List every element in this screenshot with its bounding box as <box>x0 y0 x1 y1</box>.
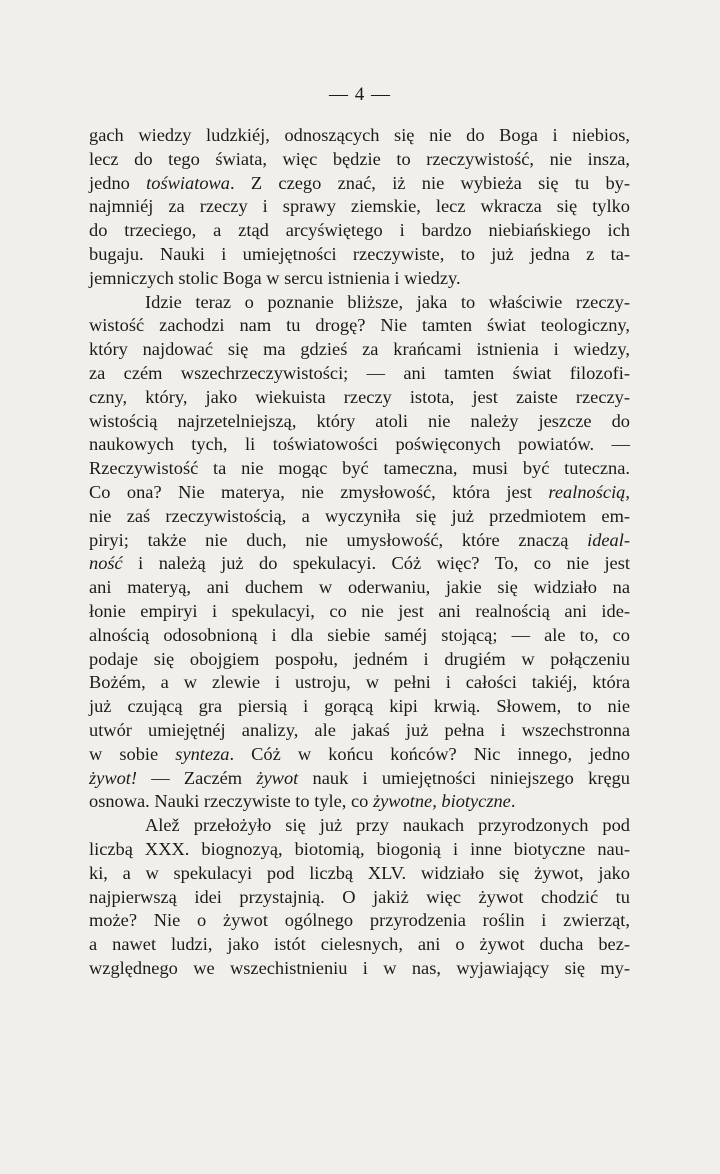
text-line <box>89 433 630 457</box>
text-segment: Idzie teraz o poznanie bliższe, jaka to właściwie rzeczy- <box>145 291 630 312</box>
text-segment: który najdować się ma gdzieś za krańcami istnienia i wiedzy, <box>89 339 630 360</box>
text-segment: Bożém, a w zlewie i ustroju, w pełni i całości takiéj, która <box>89 672 630 693</box>
italic-text: żywot <box>256 767 299 788</box>
italic-text: żywot! <box>89 767 138 788</box>
text-line <box>89 362 630 386</box>
text-line <box>89 814 630 838</box>
text-line <box>89 410 630 434</box>
text-segment: najmniéj za rzeczy i sprawy ziemskie, lecz wkracza się tylko <box>89 196 630 217</box>
text-segment: a nawet ludzi, jako istót cielesnych, ani o żywot ducha bez- <box>89 934 630 955</box>
text-line <box>89 291 630 315</box>
text-segment: już czującą gra piersią i gorącą kipi krwią. Słowem, to nie <box>89 696 630 717</box>
text-line <box>89 386 630 410</box>
text-line <box>89 195 630 219</box>
italic-text: realnością <box>548 481 626 502</box>
text-line <box>89 624 630 648</box>
text-segment: gach wiedzy ludzkiéj, odnoszących się nie do Boga i niebios, <box>89 125 630 145</box>
text-line <box>89 648 630 672</box>
text-segment: alnością odosobnioną i dla siebie saméj stojącą; — ale to, co <box>89 624 630 645</box>
text-line <box>89 909 630 933</box>
text-line <box>89 529 630 553</box>
text-line <box>89 314 630 338</box>
text-segment: jedno <box>89 172 147 193</box>
text-segment: nauk i umiejętności niniejszego kręgu <box>298 767 630 788</box>
text-line <box>89 219 630 243</box>
text-line <box>89 719 630 743</box>
text-line <box>89 505 630 529</box>
text-segment: za czém wszechrzeczywistości; — ani tamten świat filozofi- <box>89 362 630 383</box>
text-segment: jemniczych stolic Boga w sercu istnienia i wiedzy. <box>89 267 461 288</box>
text-segment: Rzeczywistość ta nie mogąc być tameczna, musi być tuteczna. <box>89 458 630 479</box>
text-line <box>89 457 630 481</box>
text-segment: osnowa. Nauki rzeczywiste to tyle, co <box>89 791 373 812</box>
text-line <box>89 957 630 981</box>
text-line <box>89 338 630 362</box>
text-line <box>89 243 630 267</box>
italic-text: żywotne, biotyczne <box>372 791 511 812</box>
text-line <box>89 695 630 719</box>
text-segment: łonie empiryi i spekulacyi, co nie jest ani realnością ani ide- <box>89 600 630 621</box>
italic-text: toświatowa <box>146 172 230 193</box>
text-line <box>89 124 630 148</box>
text-segment: do trzeciego, a ztąd arcyświętego i bardzo niebiańskiego ich <box>89 220 630 241</box>
text-segment: piryi; także nie duch, nie umysłowość, które znaczą <box>89 529 588 550</box>
text-segment: i należą już do spekulacyi. Cóż więc? To, co nie jest <box>122 553 630 574</box>
text-line <box>89 886 630 910</box>
text-segment: — Zaczém <box>137 767 257 788</box>
text-line <box>89 148 630 172</box>
text-segment: ani materyą, ani duchem w oderwaniu, jakie się widziało na <box>89 577 630 598</box>
text-segment: . <box>510 791 516 812</box>
text-segment: w sobie <box>89 743 176 764</box>
text-segment: podaje się obojgiem pospołu, jedném i drugiém w połączeniu <box>89 648 630 669</box>
text-line <box>89 552 630 576</box>
text-segment: Alež przełożyło się już przy naukach przyrodzonych pod <box>145 815 630 836</box>
text-line <box>89 600 630 624</box>
text-segment: , <box>625 481 630 502</box>
page-number: — 4 — <box>329 84 391 105</box>
text-segment: nie zaś rzeczywistością, a wyczyniła się już przedmiotem em- <box>89 505 630 526</box>
text-segment: najpierwszą idei przystajnią. O jakiż więc żywot chodzić tu <box>89 886 630 907</box>
text-line <box>89 172 630 196</box>
text-line <box>89 933 630 957</box>
text-segment: . Cóż w końcu końców? Nic innego, jedno <box>229 743 630 764</box>
text-line <box>89 576 630 600</box>
text-line <box>89 790 630 814</box>
text-line <box>89 862 630 886</box>
text-segment: liczbą XXX. biognozyą, biotomią, biogonią i inne biotyczne nau- <box>89 838 630 859</box>
text-segment: naukowych tych, li toświatowości poświęconych powiatów. — <box>89 434 630 455</box>
text-segment: wistością najrzetelniejszą, który atoli nie należy jeszcze do <box>89 410 630 431</box>
text-line <box>89 838 630 862</box>
text-line <box>89 481 630 505</box>
italic-text: ideal- <box>587 529 630 550</box>
text-segment: względnego we wszechistnieniu i w nas, wyjawiający się my- <box>89 957 630 978</box>
text-segment: lecz do tego świata, więc będzie to rzeczywistość, nie insza, <box>89 148 630 169</box>
text-line <box>89 767 630 791</box>
body-text <box>89 124 630 981</box>
text-line <box>89 671 630 695</box>
italic-text: synteza <box>175 743 230 764</box>
text-segment: może? Nie o żywot ogólnego przyrodzenia roślin i zwierząt, <box>89 910 630 931</box>
text-segment: czny, który, jako wiekuista rzeczy istota, jest zaiste rzeczy- <box>89 386 630 407</box>
text-segment: utwór umiejętnéj analizy, ale jakaś już pełna i wszechstronna <box>89 719 630 740</box>
text-segment: Co ona? Nie materya, nie zmysłowość, która jest <box>89 481 549 502</box>
text-segment: . Z czego znać, iż nie wybieża się tu by- <box>229 172 630 193</box>
text-line <box>89 267 630 291</box>
text-segment: ki, a w spekulacyi pod liczbą XLV. widziało się żywot, jako <box>89 862 630 883</box>
text-segment: bugaju. Nauki i umiejętności rzeczywiste, to już jedna z ta- <box>89 243 630 264</box>
text-line <box>89 743 630 767</box>
text-segment: wistość zachodzi nam tu drogę? Nie tamten świat teologiczny, <box>89 315 630 336</box>
italic-text: ność <box>89 553 123 574</box>
